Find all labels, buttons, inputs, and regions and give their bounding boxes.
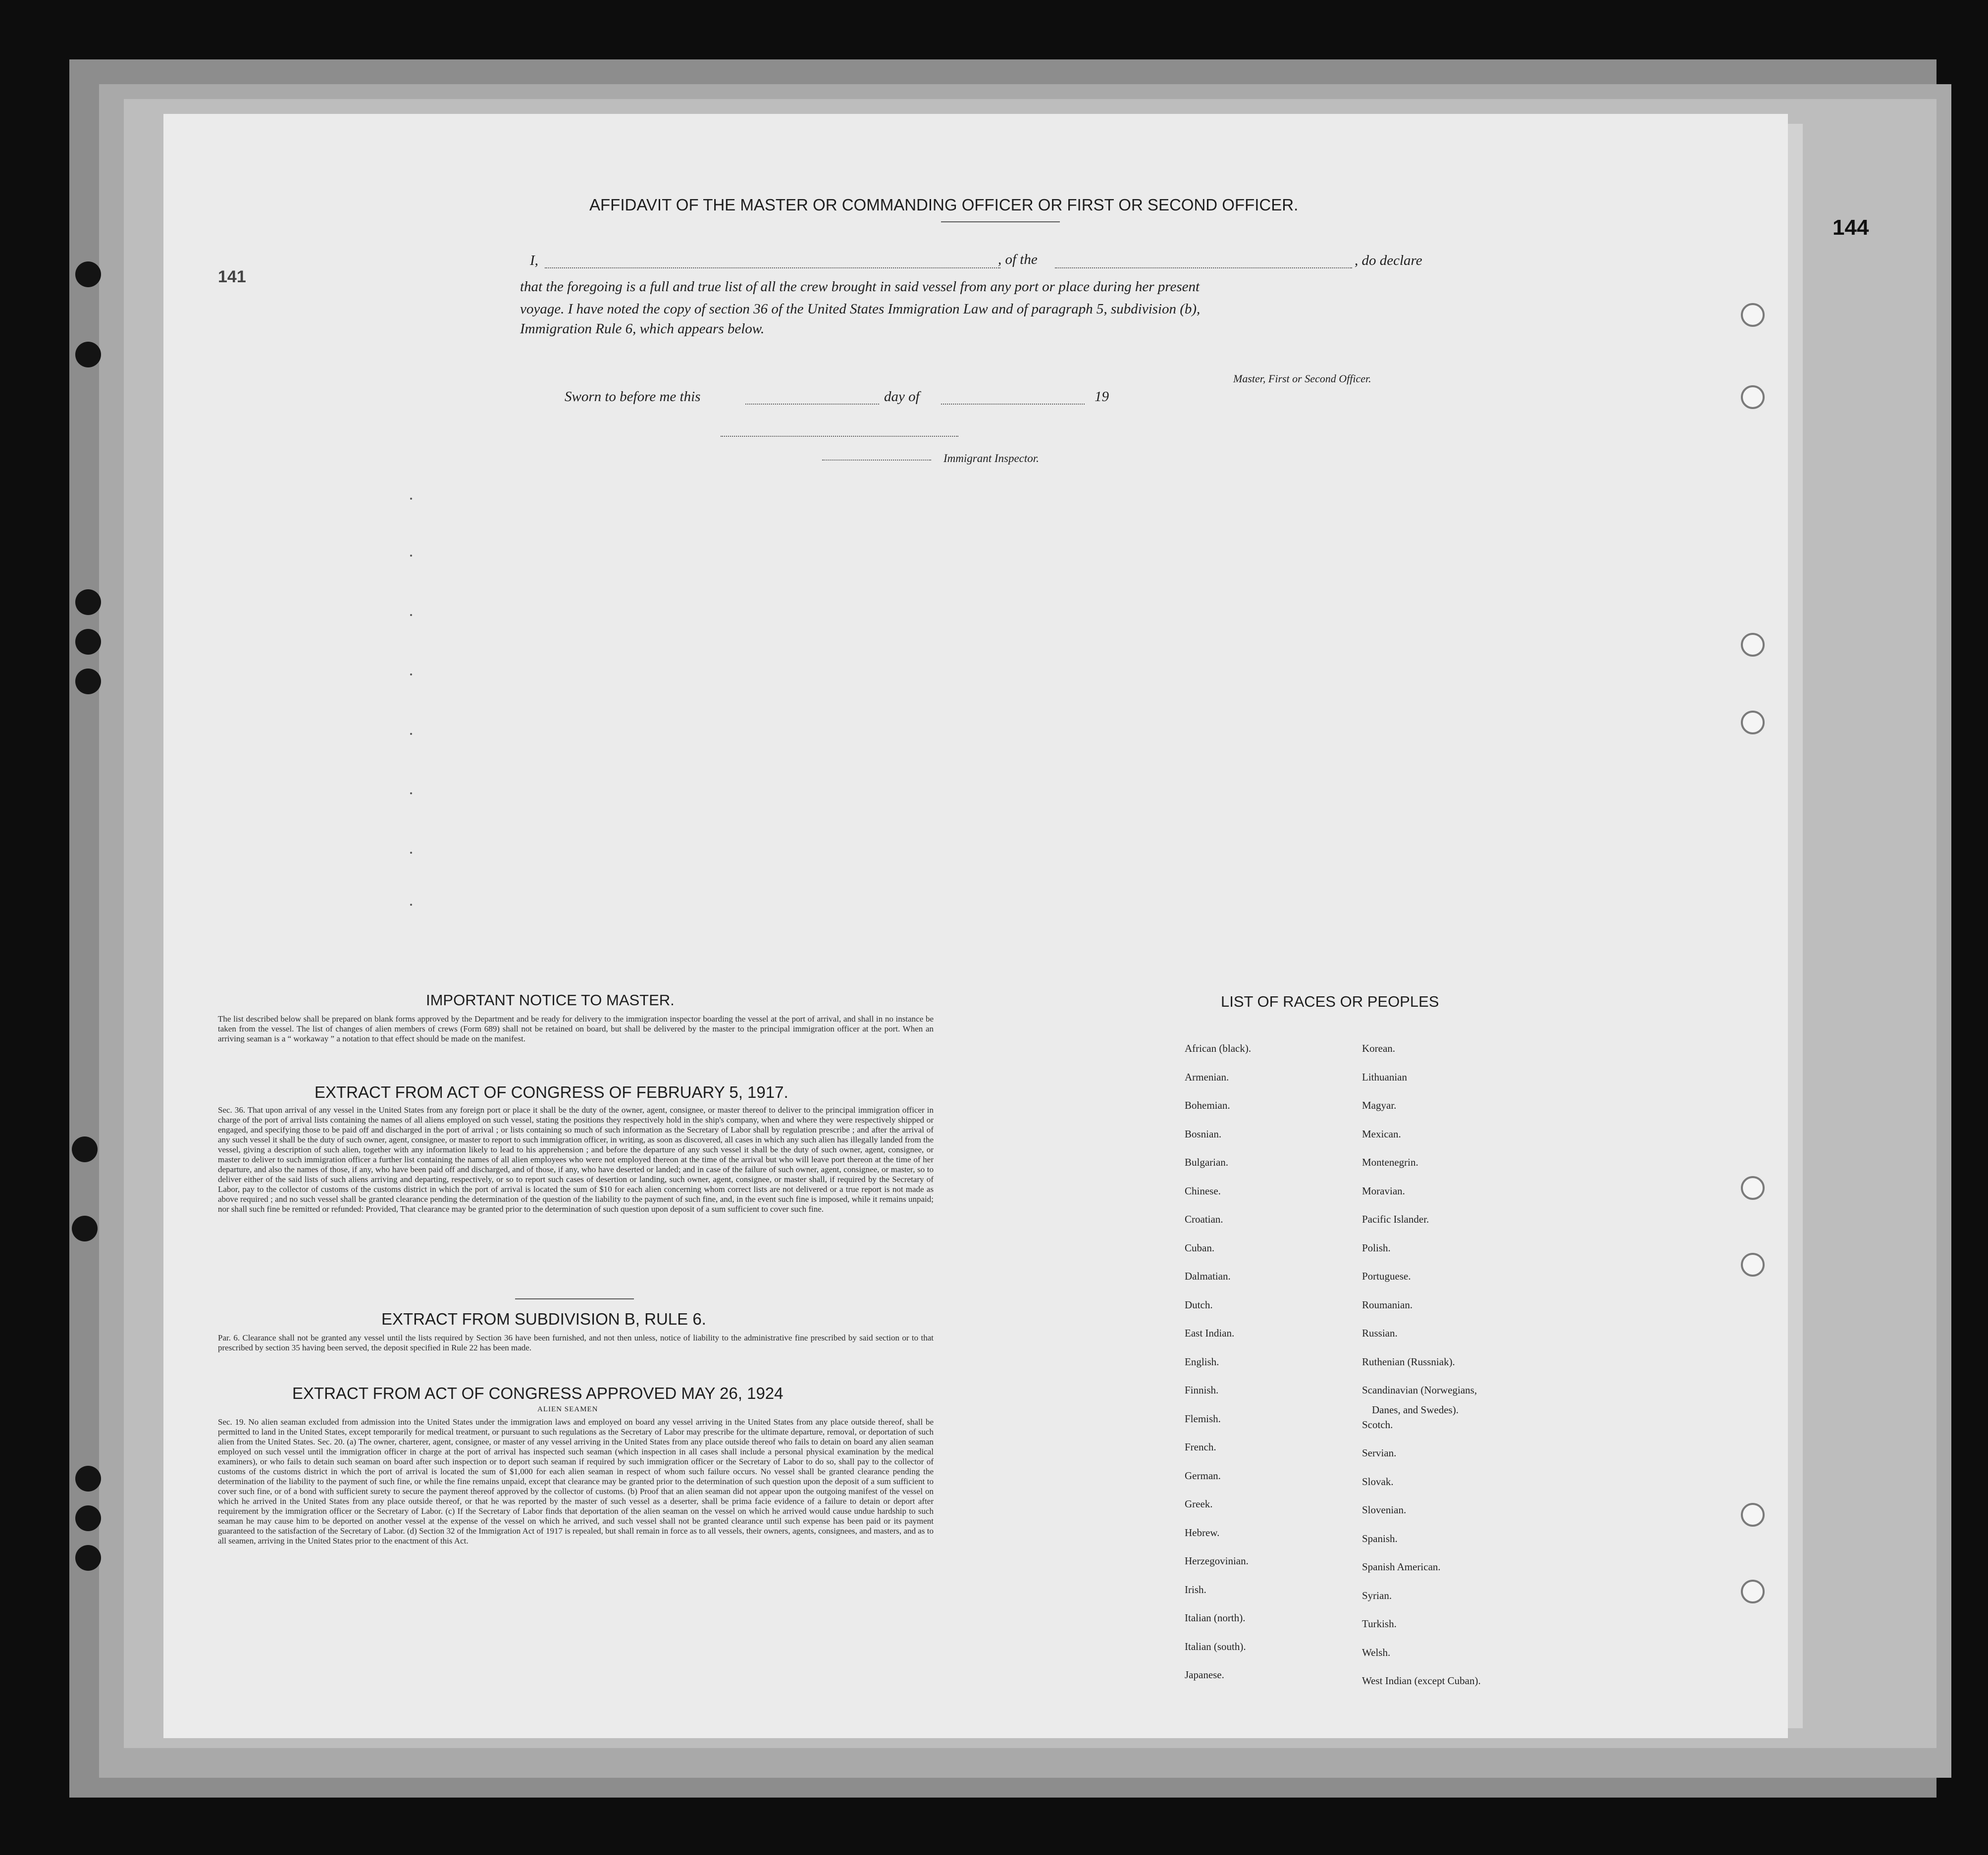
- race-item: Polish.: [1362, 1241, 1391, 1254]
- binder-hole-icon: [1741, 1503, 1765, 1527]
- race-item-continuation: Danes, and Swedes).: [1372, 1404, 1459, 1416]
- race-item: French.: [1185, 1441, 1216, 1453]
- binder-hole-icon: [75, 261, 101, 287]
- race-item: Irish.: [1185, 1583, 1206, 1596]
- binder-hole-icon: [1741, 711, 1765, 734]
- race-item: Armenian.: [1185, 1071, 1229, 1083]
- race-item: Mexican.: [1362, 1128, 1401, 1140]
- affidavit-line-4: Immigration Rule 6, which appears below.: [520, 321, 765, 337]
- binder-hole-icon: [1741, 1580, 1765, 1603]
- race-item: Slovenian.: [1362, 1504, 1407, 1516]
- sworn-label: Sworn to before me this: [565, 389, 701, 405]
- inspector-label: Immigrant Inspector.: [943, 452, 1039, 464]
- binder-hole-icon: [75, 342, 101, 367]
- race-item: West Indian (except Cuban).: [1362, 1675, 1481, 1687]
- extract-1917-title: EXTRACT FROM ACT OF CONGRESS OF FEBRUARY 5, 1917.: [314, 1083, 788, 1101]
- title-underline: [941, 221, 1060, 222]
- affidavit-line-2: that the foregoing is a full and true list of all the crew brought in said vessel from any port or place during her present: [520, 279, 1200, 295]
- race-item: Portuguese.: [1362, 1270, 1411, 1282]
- month-field-line: [941, 404, 1085, 405]
- race-item: Spanish American.: [1362, 1561, 1441, 1573]
- affidavit-line-3: voyage. I have noted the copy of section 36 of the United States Immigration Law and of paragraph 5, subdivision (b),: [520, 301, 1201, 317]
- binder-hole-icon: [1741, 385, 1765, 409]
- race-item: Dutch.: [1185, 1298, 1213, 1311]
- margin-dot: [410, 733, 412, 735]
- race-item: Greek.: [1185, 1498, 1213, 1510]
- binder-hole-icon: [75, 1505, 101, 1531]
- race-item: Chinese.: [1185, 1185, 1221, 1197]
- binder-hole-icon: [75, 669, 101, 694]
- inspector-title-line: [822, 460, 931, 461]
- race-item: Spanish.: [1362, 1532, 1398, 1545]
- binder-hole-icon: [1741, 633, 1765, 657]
- race-item: Russian.: [1362, 1327, 1398, 1339]
- race-item: Italian (south).: [1185, 1640, 1246, 1652]
- race-item: Cuban.: [1185, 1241, 1215, 1254]
- margin-dot: [410, 614, 412, 616]
- extract-1924-subtitle: ALIEN SEAMEN: [537, 1405, 598, 1413]
- race-item: Ruthenian (Russniak).: [1362, 1355, 1455, 1368]
- margin-dot: [410, 792, 412, 794]
- race-item: Moravian.: [1362, 1185, 1405, 1197]
- binder-hole-icon: [75, 1466, 101, 1492]
- extract-rule6-title: EXTRACT FROM SUBDIVISION B, RULE 6.: [381, 1310, 706, 1328]
- extract-1924-title: EXTRACT FROM ACT OF CONGRESS APPROVED MAY 26, 1924: [292, 1384, 784, 1402]
- race-item: Italian (north).: [1185, 1612, 1246, 1624]
- binder-hole-icon: [75, 629, 101, 655]
- page-number: 144: [1832, 215, 1869, 240]
- inspector-signature-line: [721, 436, 958, 437]
- race-item: Hebrew.: [1185, 1526, 1220, 1539]
- binder-hole-icon: [1741, 303, 1765, 327]
- stamp-number: 141: [218, 267, 246, 286]
- race-item: English.: [1185, 1355, 1219, 1368]
- binder-hole-icon: [75, 1545, 101, 1571]
- margin-dot: [410, 904, 412, 906]
- races-title: LIST OF RACES OR PEOPLES: [1221, 993, 1439, 1010]
- master-signature-label: Master, First or Second Officer.: [1233, 372, 1371, 385]
- extract-1917-text: Sec. 36. That upon arrival of any vessel in the United States from any foreign port or place it shall be the duty of the owner, agent, consignee, or master thereof to deliver to the principal immigration officer in charge of the port of arrival lists containing the names of all aliens employed on such vessel, stating the positions they respectively hold in the ship's company, when and where they were respectively shipped or engaged, and specifying those to be paid off and discharged in the port of arrival ; or lists containing so much of such information as the Secretary of Labor shall by regulation prescribe ; and after the arrival of any such vessel it shall be the duty of such owner, agent, consignee, or master to report to such immigration officer, in writing, as soon as discovered, all cases in which any such alien has illegally landed from the vessel, giving a description of such alien, together with any information likely to lead to his apprehension ; and before the departure of any such vessel it shall be the duty of such owner, agent, consignee, or master to deliver to such immigration officer a further list containing the names of all alien employees who were not employed thereon at the time of the arrival but who will leave port thereon at the time of her departure, and also the names of those, if any, who have been paid off and discharged, and of those, if any, who have deserted or landed; and in case of the failure of such owner, agent, consignee, or master, so to deliver either of the said lists of such aliens arriving and departing, respectively, or so to report such cases of desertion or landing, such owner, agent, consignee, or master shall, if required by the Secretary of Labor, pay to the collector of customs of the customs district in which the port of arrival is located the sum of $10 for each alien concerning whom correct lists are not delivered or a true report is not made as above required ; and no such vessel shall be granted clearance pending the determination of the question of the liability to the payment of such fine, and, in the event such fine is imposed, while it remains unpaid; nor shall such fine be remitted or refunded: Provided, That clearance may be granted prior to the determination of such question upon deposit of a sum sufficient to cover such fine.: [218, 1105, 934, 1214]
- affidavit-i-label: I,: [530, 253, 538, 268]
- margin-dot: [410, 555, 412, 557]
- name-field-line: [545, 267, 1000, 268]
- race-item: Herzegovinian.: [1185, 1555, 1249, 1567]
- race-item: Roumanian.: [1362, 1298, 1413, 1311]
- race-item: Bohemian.: [1185, 1099, 1230, 1111]
- affidavit-title: AFFIDAVIT OF THE MASTER OR COMMANDING OFFICER OR FIRST OR SECOND OFFICER.: [589, 196, 1299, 214]
- race-item: Croatian.: [1185, 1213, 1223, 1225]
- race-item: Scandinavian (Norwegians,: [1362, 1384, 1477, 1396]
- section-divider: [515, 1298, 634, 1299]
- paper-edge: [1788, 124, 1803, 1728]
- notice-text: The list described below shall be prepared on blank forms approved by the Department and be ready for delivery to the immigration inspector boarding the vessel at the port of arrival, and shall in no instance be taken from the vessel. The list of changes of alien members of crews (Form 689) shall not be retained on board, but shall be delivered by the master to the principal immigration officer at the port. When an arriving seaman is a “ workaway ” a notation to that effect should be made on the manifest.: [218, 1014, 934, 1043]
- race-item: East Indian.: [1185, 1327, 1235, 1339]
- day-field-line: [745, 404, 879, 405]
- race-item: Welsh.: [1362, 1646, 1391, 1658]
- notice-title: IMPORTANT NOTICE TO MASTER.: [426, 991, 675, 1009]
- margin-dot: [410, 852, 412, 854]
- race-item: German.: [1185, 1469, 1221, 1482]
- race-item: Magyar.: [1362, 1099, 1397, 1111]
- race-item: Pacific Islander.: [1362, 1213, 1429, 1225]
- binder-hole-icon: [72, 1216, 98, 1241]
- binder-hole-icon: [1741, 1176, 1765, 1200]
- race-item: Turkish.: [1362, 1618, 1397, 1630]
- margin-dot: [410, 498, 412, 500]
- race-item: Korean.: [1362, 1042, 1396, 1054]
- race-item: Slovak.: [1362, 1475, 1394, 1488]
- race-item: Montenegrin.: [1362, 1156, 1418, 1168]
- race-item: Bosnian.: [1185, 1128, 1222, 1140]
- extract-1924-text: Sec. 19. No alien seaman excluded from admission into the United States under the immigration laws and employed on board any vessel arriving in the United States from any place outside thereof, shall be permitted to land in the United States, except temporarily for medical treatment, or pursuant to such regulations as the Secretary of Labor may prescribe for the ultimate departure, removal, or deportation of such alien from the United States. Sec. 20. (a) The owner, charterer, agent, consignee, or master of any vessel arriving in the United States from any place outside thereof who fails to detain on board any alien seaman employed on such vessel until the immigration officer in charge at the port of arrival has inspected such seaman (which inspection in all cases shall include a personal physical examination by the medical examiners), or who fails to detain such seaman on board after such inspection or to deport such seaman if required by such immigration officer or the Secretary of Labor to do so, shall pay to the collector of customs of the customs district in which the port of arrival is located the sum of $1,000 for each alien seaman in respect of whom such failure occurs. No vessel shall be granted clearance pending the determination of the liability to the payment of such fine, or while the fine remains unpaid, except that clearance may be granted prior to the determination of such question upon the deposit of a sum sufficient to cover such fine, or of a bond with sufficient surety to secure the payment thereof approved by the collector of customs. (b) Proof that an alien seaman did not appear upon the outgoing manifest of the vessel on which he arrived in the United States from any place outside thereof, or that he was reported by the master of such vessel as a deserter, shall be prima facie evidence of a failure to detain or deport after requirement by the immigration officer or the Secretary of Labor. (c) If the Secretary of Labor finds that deportation of the alien seaman on the vessel on which he arrived would cause undue hardship to such seaman he may cause him to be deported on another vessel at the expense of the vessel on which he arrived, and such vessel shall not be granted clearance until such expense has been paid or its payment guaranteed to the satisfaction of the Secretary of Labor. (d) Section 32 of the Immigration Act of 1917 is repealed, but shall remain in force as to all vessels, their owners, agents, consignees, and masters, and as to all seamen, arriving in the United States prior to the enactment of this Act.: [218, 1417, 934, 1546]
- race-item: Lithuanian: [1362, 1071, 1407, 1083]
- affidavit-of-the-label: , of the: [998, 252, 1038, 267]
- race-item: African (black).: [1185, 1042, 1252, 1054]
- margin-dot: [410, 673, 412, 675]
- race-item: Scotch.: [1362, 1418, 1393, 1431]
- race-item: Japanese.: [1185, 1669, 1224, 1681]
- binder-hole-icon: [72, 1136, 98, 1162]
- day-of-label: day of: [884, 389, 920, 405]
- race-item: Finnish.: [1185, 1384, 1219, 1396]
- race-item: Bulgarian.: [1185, 1156, 1229, 1168]
- affidavit-declare-label: , do declare: [1355, 253, 1422, 268]
- extract-rule6-text: Par. 6. Clearance shall not be granted any vessel until the lists required by Section 36 have been furnished, and not then unless, notice of liability to the administrative fine prescribed by said section or to that prescribed by section 35 having been served, the deposit specified in Rule 22 has been made.: [218, 1333, 934, 1352]
- vessel-field-line: [1055, 267, 1352, 268]
- binder-hole-icon: [1741, 1253, 1765, 1277]
- race-item: Dalmatian.: [1185, 1270, 1231, 1282]
- binder-hole-icon: [75, 589, 101, 615]
- race-item: Servian.: [1362, 1447, 1397, 1459]
- race-item: Syrian.: [1362, 1589, 1392, 1601]
- race-item: Flemish.: [1185, 1412, 1221, 1425]
- year-label: 19: [1095, 389, 1109, 405]
